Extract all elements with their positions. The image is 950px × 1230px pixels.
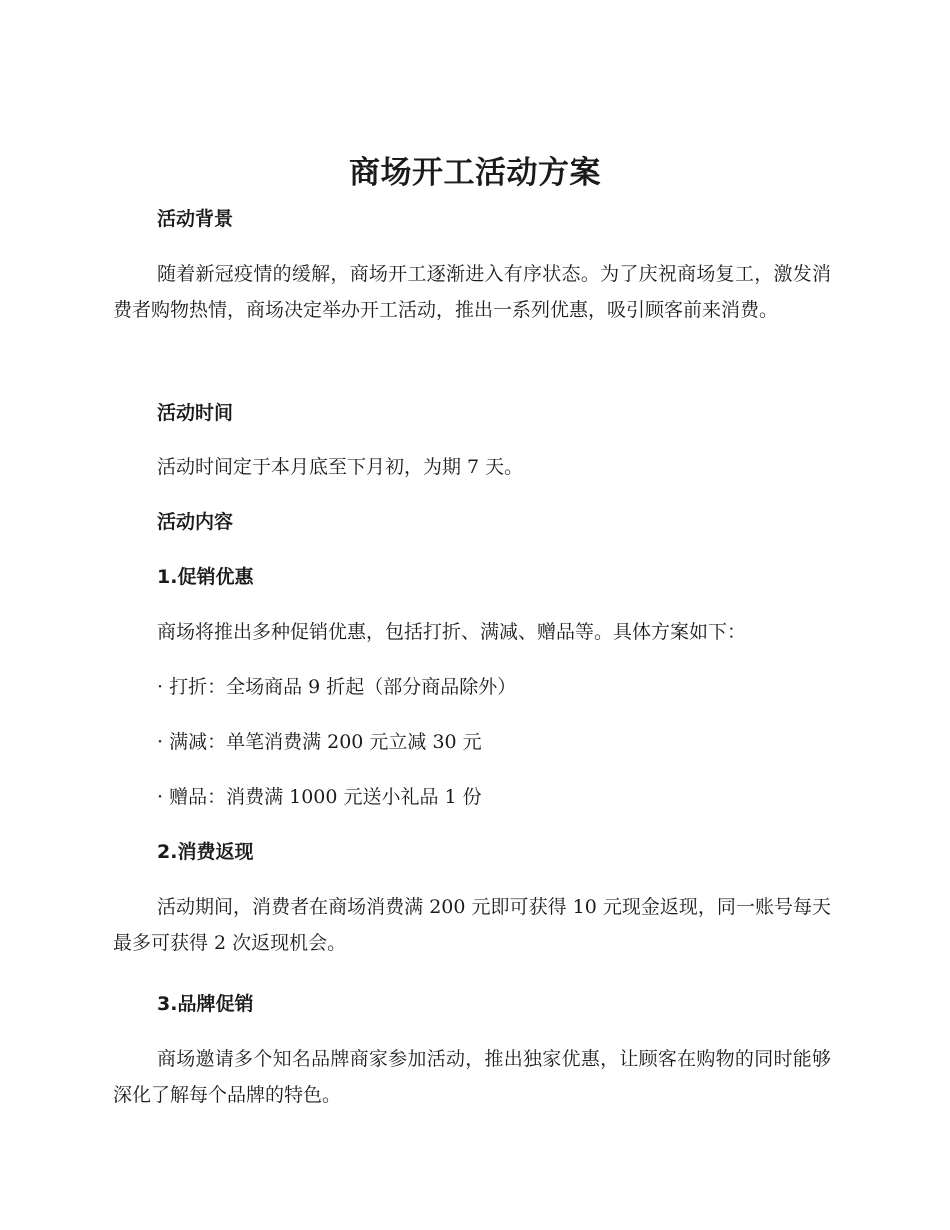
heading-time: 活动时间: [157, 402, 234, 424]
heading-background: 活动背景: [157, 208, 234, 230]
paragraph-promotion-intro: 商场将推出多种促销优惠，包括打折、满减、赠品等。具体方案如下：: [157, 621, 747, 643]
paragraph-background: 随着新冠疫情的缓解，商场开工逐渐进入有序状态。为了庆祝商场复工，激发消费者购物热情，商场决定举办开工活动，推出一系列优惠，吸引顾客前来消费。: [113, 263, 831, 321]
list-item-full-reduction: · 满减：单笔消费满 200 元立减 30 元: [157, 731, 482, 753]
list-item-discount: · 打折：全场商品 9 折起（部分商品除外）: [157, 676, 517, 698]
list-item-gift: · 赠品：消费满 1000 元送小礼品 1 份: [157, 786, 482, 808]
heading-content: 活动内容: [157, 511, 234, 533]
heading-brand: 3.品牌促销: [157, 993, 254, 1015]
heading-promotion: 1.促销优惠: [157, 566, 254, 588]
paragraph-cashback: 活动期间，消费者在商场消费满 200 元即可获得 10 元现金返现，同一账号每天最多可获得 2 次返现机会。: [113, 896, 831, 954]
document-title: 商场开工活动方案: [349, 155, 601, 191]
heading-cashback: 2.消费返现: [157, 841, 254, 863]
paragraph-time: 活动时间定于本月底至下月初，为期 7 天。: [157, 456, 524, 478]
paragraph-brand: 商场邀请多个知名品牌商家参加活动，推出独家优惠，让顾客在购物的同时能够深化了解每个品牌的特色。: [113, 1048, 831, 1106]
